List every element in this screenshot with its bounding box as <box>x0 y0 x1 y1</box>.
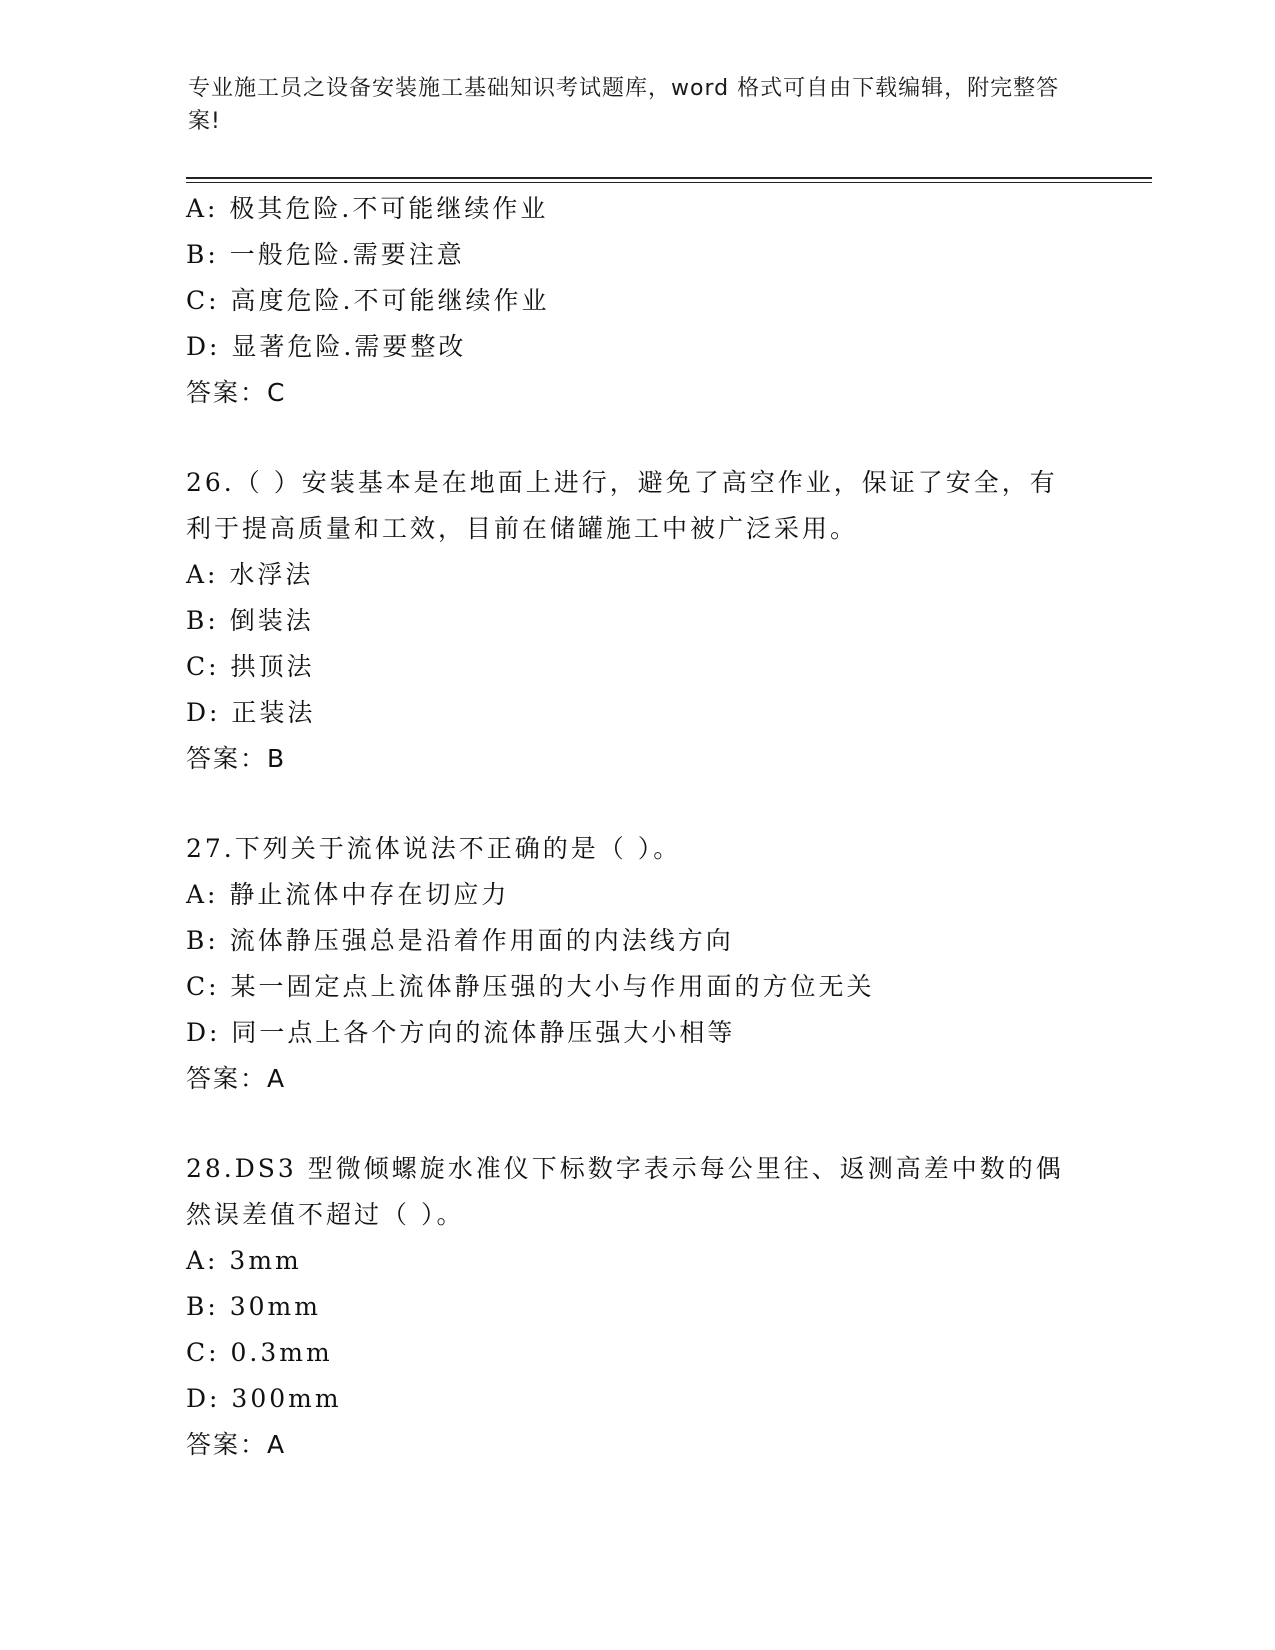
option-b: B: 一般危险.需要注意 <box>186 240 465 269</box>
question-27 <box>186 826 1066 1102</box>
document-header: 专业施工员之设备安装施工基础知识考试题库，word 格式可自由下载编辑，附完整答案! <box>188 76 1060 134</box>
option-a: A: 静止流体中存在切应力 <box>186 880 510 909</box>
question-stem: 26.（ ）安装基本是在地面上进行，避免了高空作业，保证了安全，有利于提高质量和工效，目前在储罐施工中被广泛采用。 <box>186 468 1058 543</box>
option-c: C: 拱顶法 <box>186 652 315 681</box>
spacer <box>186 1102 1066 1146</box>
answer: 答案：C <box>186 378 287 407</box>
answer: 答案：A <box>186 1430 287 1459</box>
option-a: A: 极其危险.不可能继续作业 <box>186 194 549 223</box>
option-a: A: 3mm <box>186 1246 302 1275</box>
option-c: C: 高度危险.不可能继续作业 <box>186 286 550 315</box>
question-stem: 28.DS3 型微倾螺旋水准仪下标数字表示每公里往、返测高差中数的偶然误差值不超过（ ）。 <box>186 1154 1064 1229</box>
header-divider-thick <box>186 177 1152 179</box>
header-divider-thin <box>186 182 1152 183</box>
option-d: D: 显著危险.需要整改 <box>186 332 467 361</box>
option-b: B: 30mm <box>186 1292 321 1321</box>
spacer <box>186 416 1066 460</box>
option-b: B: 倒装法 <box>186 606 314 635</box>
option-d: D: 300mm <box>186 1384 342 1413</box>
option-b: B: 流体静压强总是沿着作用面的内法线方向 <box>186 926 734 955</box>
option-d: D: 同一点上各个方向的流体静压强大小相等 <box>186 1018 736 1047</box>
option-c: C: 0.3mm <box>186 1338 333 1367</box>
answer: 答案：B <box>186 744 287 773</box>
question-26 <box>186 460 1066 782</box>
question-stem: 27.下列关于流体说法不正确的是（ ）。 <box>186 834 682 863</box>
question-25 <box>186 186 1066 416</box>
answer: 答案：A <box>186 1064 287 1093</box>
option-a: A: 水浮法 <box>186 560 314 589</box>
question-28 <box>186 1146 1066 1468</box>
question-list <box>186 186 1066 1468</box>
option-d: D: 正装法 <box>186 698 316 727</box>
spacer <box>186 782 1066 826</box>
option-c: C: 某一固定点上流体静压强的大小与作用面的方位无关 <box>186 972 875 1001</box>
